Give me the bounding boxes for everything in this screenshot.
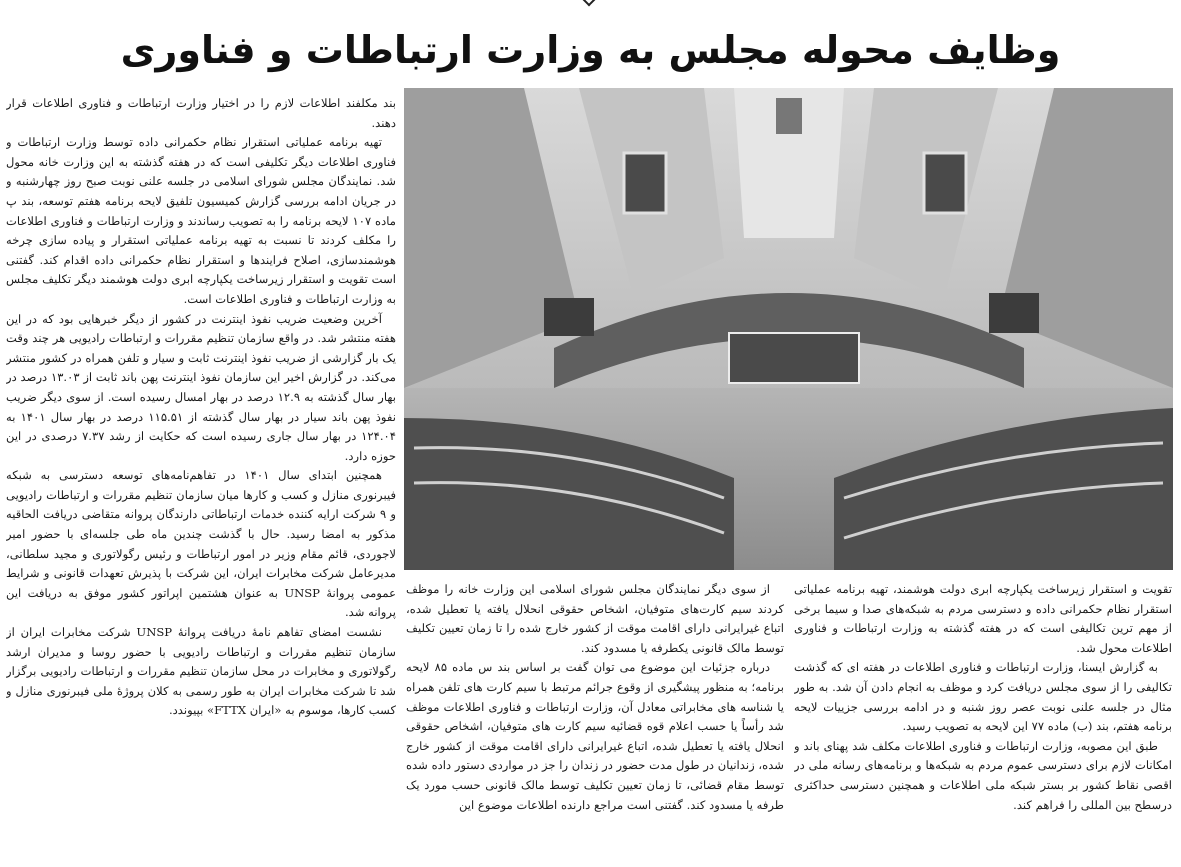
paragraph: نشست امضای تفاهم نامهٔ دریافت پروانهٔ UNSP شرکت مخابرات ایران از سازمان تنظیم مقررات و ارتباطات رادیویی با حضور روسا و مدیران ارشد رگولاتوری و مخابرات در محل سازمان تنظیم مقررات و ارتباطات رادیویی برگزار شد تا شرکت مخابرات ایران به طور رسمی به کلان پروژهٔ ملی فیبرنوری منازل و کسب کارها، موسوم به «ایران FTTX» بپیوندد. <box>6 625 396 718</box>
paragraph: طبق این مصوبه، وزارت ارتباطات و فناوری اطلاعات مکلف شد پهنای باند و امکانات لازم برای دسترسی عموم مردم به شبکه‌ها و برنامه‌های رسانه ملی در اقصی نقاط کشور بر بستر شبکه ملی اطلاعات و همچنین دسترسی حداکثری درسطح بین المللی را فراهم کند. <box>794 738 1172 812</box>
parliament-photo <box>404 88 1173 570</box>
paragraph: درباره جزئیات این موضوع می توان گفت بر اساس بند س ماده ۸۵ لایحه برنامه؛ به منظور پیشگیری از وقوع جرائم مرتبط با سیم کارت های تلفن همراه یا شناسه های مخابراتی معادل آن، وزارت ارتباطات و فناوری اطلاعات موظف شد رأساً یا حسب اعلام قوه قضائیه سیم کارت های متوفیان، اشخاص حقوقی انحلال یافته یا تعطیل شده، اتباع غیرایرانی دارای اقامت موقت از کشور خارج شده، زندانیان در طول مدت حضور در زندان را جز در مواردی دستور داده شده توسط مقام قضائی، تا زمان تعیین تکلیف توسط مالک قانونی حسب مورد یک طرفه یا مسدود کند. گفتنی است مراجع دارنده اطلاعات موضوع این <box>406 660 784 812</box>
paragraph: تهیه برنامه عملیاتی استقرار نظام حکمرانی داده توسط وزارت ارتباطات و فناوری اطلاعات دیگر تکلیفی است که در هفته گذشته به این وزارت خانه محول شد. نمایندگان مجلس شورای اسلامی در جلسه علنی نوبت صبح روز چهارشنبه و در جریان ادامه بررسی گزارش کمیسیون تلفیق لایحه برنامه هفتم توسعه، بند پ ماده ۱۰۷ لایحه برنامه را به تصویب رساندند و وزارت ارتباطات و فناوری اطلاعات را مکلف کردند تا نسبت به تهیه برنامه عملیاتی استقرار و پیاده سازی چرخه هوشمندسازی، اصلاح فرایندها و استقرار نظام حکمرانی داده اقدام کند. گفتنی است تقویت و استقرار زیرساخت یکپارچه ابری دولت هوشمند دیگر تکلیف مجلس به وزارت ارتباطات و فناوری اطلاعات است. <box>6 135 396 306</box>
paragraph: آخرین وضعیت ضریب نفوذ اینترنت در کشور از دیگر خبرهایی بود که در این هفته منتشر شد. در واقع سازمان تنظیم مقررات و ارتباطات رادیویی هر چند وقت یک بار گزارشی از ضریب نفوذ اینترنت ثابت و سیار و تلفن همراه در کشور منتشر می‌کند. در گزارش اخیر این سازمان نفوذ اینترنت پهن باند ثابت از ۱۳.۰۳ درصد در بهار سال گذشته به ۱۲.۹ درصد در بهار امسال رسیده است. از سوی دیگر ضریب نفوذ پهن باند سیار در بهار سال گذشته از ۱۱۵.۵۱ درصد در بهار سال ۱۴۰۱ به ۱۲۴.۰۴ در بهار سال جاری رسیده است که حکایت از رشد ۷.۳۷ درصدی در این حوزه دارد. <box>6 311 396 463</box>
paragraph: به گزارش ایسنا، وزارت ارتباطات و فناوری اطلاعات در هفته ای که گذشت تکالیفی را از سوی مجلس دریافت کرد و موظف به انجام دادن آن شد. به طور مثال در جلسه علنی نوبت عصر روز شنبه و در ادامه بررسی جزییات لایحه برنامه هفتم، بند (ب) ماده ۷۷ این لایحه به تصویب رسید. <box>794 660 1172 734</box>
paragraph: همچنین ابتدای سال ۱۴۰۱ در تفاهم‌نامه‌های توسعه دسترسی به شبکه فیبرنوری منازل و کسب و کارها میان سازمان تنظیم مقررات و ارتباطات رادیویی و ۹ شرکت ارایه کننده خدمات ارتباطاتی دارندگان پروانه متقاضی دریافت الحاقیه مذکور به امضا رسید. حال با گذشت چندین ماه طی جلسه‌ای با حضور امیر لاجوردی، قائم مقام وزیر در امور ارتباطات و رئیس رگولاتوری و مجید سلطانی، مدیرعامل شرکت مخابرات ایران، این شرکت با پذیرش تعهدات قانونی و شرایط عمومی پروانهٔ UNSP به عنوان هشتمین اپراتور کشور موفق به دریافت این پروانه شد. <box>6 468 396 620</box>
article-column-right <box>6 94 396 864</box>
top-marker <box>582 0 596 6</box>
article-column-left <box>794 580 1172 865</box>
paragraph: از سوی دیگر نمایندگان مجلس شورای اسلامی این وزارت خانه را موظف کردند سیم کارت‌های متوفیان، اشخاص حقوقی انحلال یافته یا تعطیل شده، اتباع غیرایرانی دارای اقامت موقت از کشور خارج شده را تا زمان تعیین تکلیف توسط مالک قانونی یکطرفه یا مسدود کند. <box>406 582 784 655</box>
paragraph: تقویت و استقرار زیرساخت یکپارچه ابری دولت هوشمند، تهیه برنامه عملیاتی استقرار نظام حکمرانی داده و دسترسی مردم به شبکه‌های صدا و سیما برخی از مهم ترین تکالیفی است که در هفته گذشته به وزارت ارتباطات و فناوری اطلاعات محول شد. <box>794 582 1172 655</box>
paragraph: بند مکلفند اطلاعات لازم را در اختیار وزارت ارتباطات و فناوری اطلاعات قرار دهند. <box>6 96 396 130</box>
page-title: وظایف محوله مجلس به وزارت ارتباطات و فناوری <box>120 28 1061 72</box>
article-column-middle <box>406 580 784 865</box>
